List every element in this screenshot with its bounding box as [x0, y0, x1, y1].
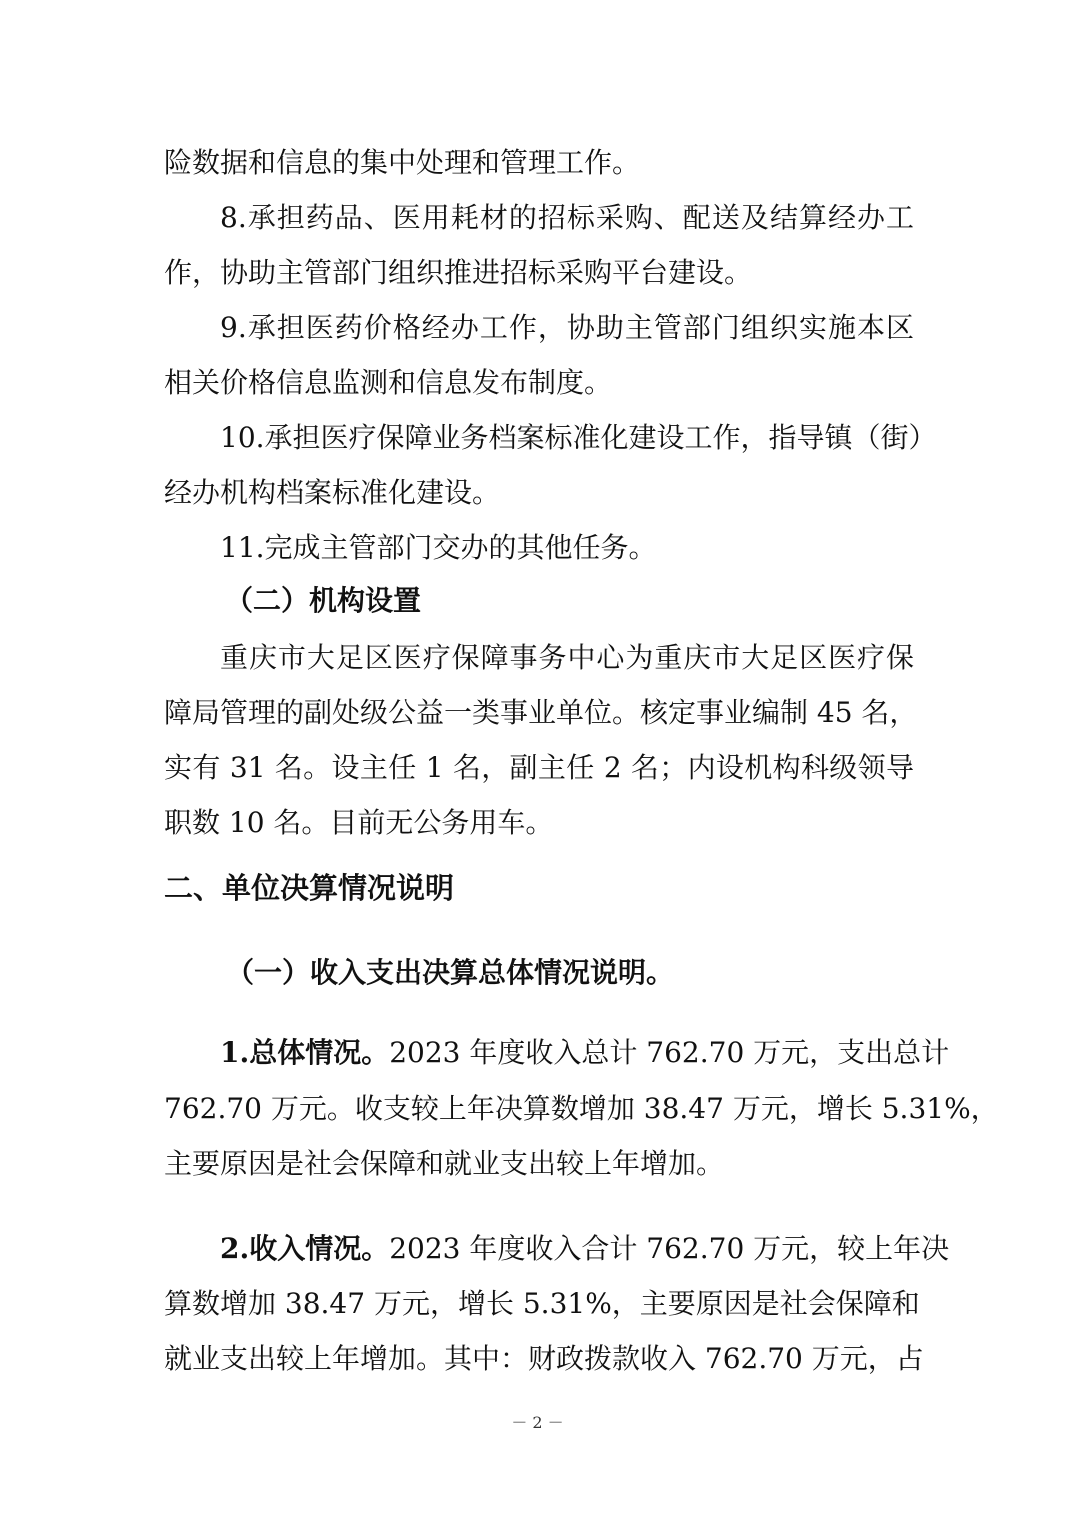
text-line: 相关价格信息监测和信息发布制度。	[164, 366, 613, 399]
page-number: － 2 －	[511, 1413, 564, 1432]
text-line: 险数据和信息的集中处理和管理工作。	[164, 146, 641, 179]
text-line: 就业支出较上年增加。其中：财政拨款收入 762.70 万元，占	[164, 1342, 924, 1375]
text-line: 实有 31 名。设主任 1 名，副主任 2 名；内设机构科级领导	[164, 751, 914, 784]
section-subheading: （二）机构设置	[225, 584, 422, 617]
text-line: 8.承担药品、医用耗材的招标采购、配送及结算经办工	[220, 201, 914, 234]
text-line: 作，协助主管部门组织推进招标采购平台建设。	[164, 256, 753, 289]
paragraph-text: 2023 年度收入合计 762.70 万元，较上年决	[389, 1232, 950, 1265]
paragraph-line	[220, 1229, 950, 1269]
text-line: 算数增加 38.47 万元，增长 5.31%，主要原因是社会保障和	[164, 1287, 920, 1320]
paragraph-label: 2.收入情况。	[220, 1232, 390, 1265]
text-line: 762.70 万元。收支较上年决算数增加 38.47 万元，增长 5.31%，	[164, 1092, 999, 1125]
section-subheading: （一）收入支出决算总体情况说明。	[226, 956, 675, 989]
text-line: 经办机构档案标准化建设。	[164, 476, 501, 509]
text-line: 主要原因是社会保障和就业支出较上年增加。	[164, 1147, 725, 1180]
paragraph-text: 2023 年度收入总计 762.70 万元，支出总计	[389, 1036, 950, 1069]
text-line: 10.承担医疗保障业务档案标准化建设工作，指导镇（街）	[220, 421, 937, 454]
text-line: 9.承担医药价格经办工作，协助主管部门组织实施本区	[220, 311, 914, 344]
text-line: 职数 10 名。目前无公务用车。	[164, 806, 554, 839]
text-line: 重庆市大足区医疗保障事务中心为重庆市大足区医疗保	[220, 641, 914, 674]
text-line: 障局管理的副处级公益一类事业单位。核定事业编制 45 名，	[164, 696, 918, 729]
section-heading: 二、单位决算情况说明	[164, 871, 455, 905]
paragraph-line	[220, 1033, 950, 1073]
text-line: 11.完成主管部门交办的其他任务。	[220, 531, 657, 564]
paragraph-label: 1.总体情况。	[220, 1036, 390, 1069]
